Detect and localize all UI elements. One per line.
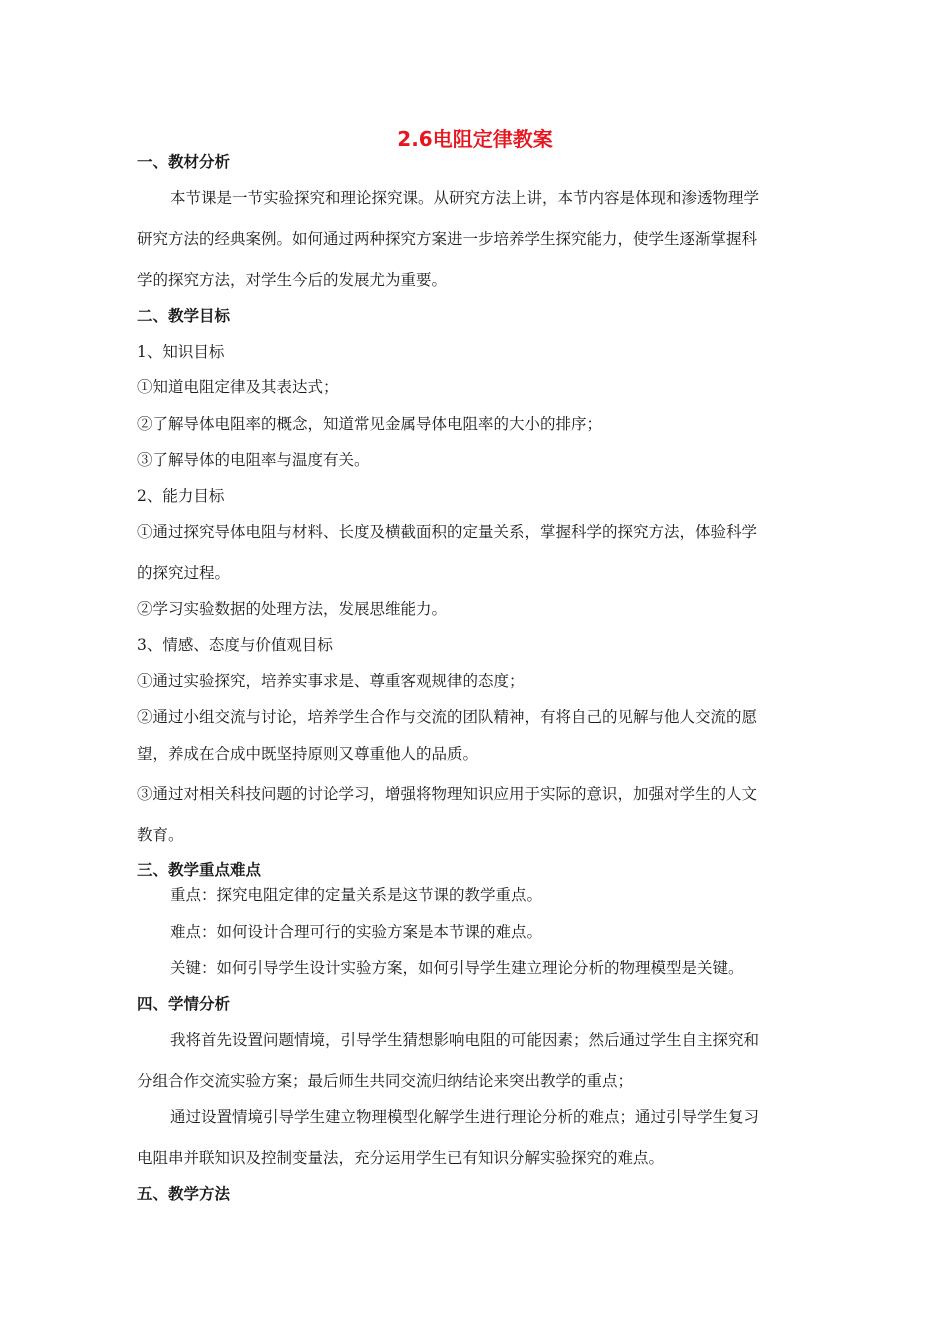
paragraph-line: 学的探究方法，对学生今后的发展尤为重要。 xyxy=(137,271,448,289)
section-heading-1: 一、教材分析 xyxy=(137,153,231,171)
paragraph-line: 重点：探究电阻定律的定量关系是这节课的教学重点。 xyxy=(170,886,543,904)
paragraph-line: 难点：如何设计合理可行的实验方案是本节课的难点。 xyxy=(170,923,543,941)
subheading-attitude: 3、情感、态度与价值观目标 xyxy=(137,636,333,654)
paragraph-line: 通过设置情境引导学生建立物理模型化解学生进行理论分析的难点；通过引导学生复习 xyxy=(170,1108,760,1126)
list-item-continuation: 教育。 xyxy=(137,826,184,844)
list-item: ②通过小组交流与讨论，培养学生合作与交流的团队精神，有将自己的见解与他人交流的愿 xyxy=(137,708,758,726)
paragraph-line: 本节课是一节实验探究和理论探究课。从研究方法上讲，本节内容是体现和渗透物理学 xyxy=(170,189,760,207)
list-item: ①通过探究导体电阻与材料、长度及横截面积的定量关系，掌握科学的探究方法，体验科学 xyxy=(137,523,758,541)
list-item: ①通过实验探究，培养实事求是、尊重客观规律的态度； xyxy=(137,672,525,690)
paragraph-line: 电阻串并联知识及控制变量法，充分运用学生已有知识分解实验探究的难点。 xyxy=(137,1149,665,1167)
list-item: ①知道电阻定律及其表达式； xyxy=(137,378,339,396)
subheading-ability: 2、能力目标 xyxy=(137,487,225,505)
paragraph-line: 研究方法的经典案例。如何通过两种探究方案进一步培养学生探究能力，使学生逐渐掌握科 xyxy=(137,230,758,248)
list-item: ②了解导体电阻率的概念，知道常见金属导体电阻率的大小的排序； xyxy=(137,415,603,433)
list-item: ③通过对相关科技问题的讨论学习，增强将物理知识应用于实际的意识，加强对学生的人文 xyxy=(137,785,758,803)
document-title: 2.6电阻定律教案 xyxy=(397,127,553,151)
section-heading-4: 四、学情分析 xyxy=(137,995,231,1013)
subheading-knowledge: 1、知识目标 xyxy=(137,343,225,361)
paragraph-line: 关键：如何引导学生设计实验方案，如何引导学生建立理论分析的物理模型是关键。 xyxy=(170,959,744,977)
list-item-continuation: 望，养成在合成中既坚持原则又尊重他人的品质。 xyxy=(137,745,479,763)
list-item-continuation: 的探究过程。 xyxy=(137,564,231,582)
list-item: ②学习实验数据的处理方法，发展思维能力。 xyxy=(137,600,448,618)
section-heading-2: 二、教学目标 xyxy=(137,307,231,325)
list-item: ③了解导体的电阻率与温度有关。 xyxy=(137,451,370,469)
section-heading-5: 五、教学方法 xyxy=(137,1185,231,1203)
section-heading-3: 三、教学重点难点 xyxy=(137,861,262,879)
paragraph-line: 分组合作交流实验方案；最后师生共同交流归纳结论来突出教学的重点； xyxy=(137,1072,634,1090)
paragraph-line: 我将首先设置问题情境，引导学生猜想影响电阻的可能因素；然后通过学生自主探究和 xyxy=(170,1031,760,1049)
